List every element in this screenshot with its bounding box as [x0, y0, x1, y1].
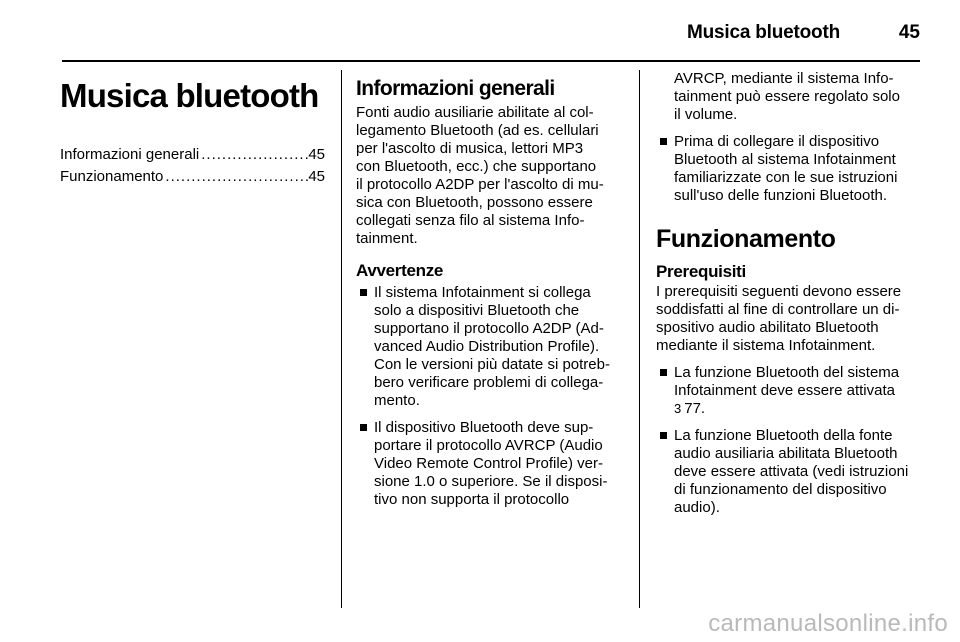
bullet-square-icon [660, 432, 667, 439]
text-line: Il sistema Infotainment si collega [374, 284, 591, 301]
page-reference-link[interactable]: 77. [684, 400, 706, 417]
text-line: Prima di collegare il dispositivo [674, 133, 880, 150]
section-title-operation: Funzionamento [656, 225, 836, 253]
text-line: audio ausiliaria abilitata Bluetooth [674, 445, 898, 462]
intro-paragraph [356, 104, 624, 248]
prerequisites-paragraph [656, 283, 922, 355]
column-divider-1 [341, 70, 342, 608]
text-line: legamento Bluetooth (ad es. cellulari [356, 122, 599, 139]
text-line: supportano il protocollo A2DP (Ad- [374, 320, 604, 337]
text-line: Con le versioni più datate si potreb- [374, 356, 610, 373]
subheading-warnings: Avvertenze [356, 261, 444, 280]
header-page-number: 45 [898, 22, 920, 43]
warnings-list [356, 284, 624, 509]
list-item [656, 133, 922, 205]
text-line: di funzionamento del dispositivo [674, 481, 887, 498]
text-line: deve essere attivata (vedi istruzioni [674, 463, 909, 480]
chapter-title: Musica bluetooth [60, 77, 319, 114]
text-line: La funzione Bluetooth della fonte [674, 427, 893, 444]
column-divider-2 [639, 70, 640, 608]
text-line: portare il protocollo AVRCP (Audio [374, 437, 603, 454]
text-line: il volume. [674, 106, 738, 123]
text-line: bero verificare problemi di collega- [374, 374, 604, 391]
continued-bullet-text [656, 70, 922, 124]
text-line: Il dispositivo Bluetooth deve sup- [374, 419, 594, 436]
text-line: Bluetooth al sistema Infotainment [674, 151, 896, 168]
bullet-square-icon [360, 289, 367, 296]
prerequisites-list [656, 364, 922, 517]
text-line: I prerequisiti seguenti devono essere [656, 283, 902, 300]
text-line: familiarizzate con le sue istruzioni [674, 169, 898, 186]
bullet-square-icon [360, 424, 367, 431]
list-item [356, 284, 624, 410]
page-reference-arrow-icon: 3 [674, 401, 682, 416]
text-line: vanced Audio Distribution Profile). [374, 338, 600, 355]
text-line: sione 1.0 o superiore. Se il disposi- [374, 473, 608, 490]
general-info-column [356, 70, 624, 518]
toc-column [60, 70, 325, 188]
bullet-square-icon [660, 138, 667, 145]
header-divider [62, 60, 920, 62]
text-line: il protocollo A2DP per l'ascolto di mu- [356, 176, 604, 193]
text-line: tivo non supporta il protocollo [374, 491, 570, 508]
text-line: soddisfatti al fine di controllare un di- [656, 301, 900, 318]
text-line: tainment può essere regolato solo [674, 88, 900, 105]
text-line: mediante il sistema Infotainment. [656, 337, 876, 354]
text-line: mento. [374, 392, 420, 409]
watermark: carmanualsonline.info [708, 610, 948, 637]
bullet-square-icon [660, 369, 667, 376]
text-line: Infotainment deve essere attivata [674, 382, 895, 399]
toc-entry-page: 45 [308, 146, 325, 163]
text-line: AVRCP, mediante il sistema Info- [674, 70, 894, 87]
list-item [656, 364, 922, 418]
text-line: collegati senza filo al sistema Info- [356, 212, 585, 229]
list-item [656, 427, 922, 517]
table-of-contents [60, 144, 325, 188]
text-line: con Bluetooth, ecc.) che supportano [356, 158, 597, 175]
text-line: sull'uso delle funzioni Bluetooth. [674, 187, 888, 204]
text-line: per l'ascolto di musica, lettori MP3 [356, 140, 584, 157]
toc-entry[interactable] [60, 166, 325, 188]
text-line: spositivo audio abilitato Bluetooth [656, 319, 879, 336]
subheading-prerequisites: Prerequisiti [656, 262, 746, 281]
text-line: audio). [674, 499, 720, 516]
toc-leader-dots [199, 144, 308, 166]
header-title: Musica bluetooth [686, 22, 840, 43]
text-line: tainment. [356, 230, 418, 247]
operation-column [656, 70, 922, 526]
list-item [356, 419, 624, 509]
page-header [0, 0, 960, 60]
text-line: solo a dispositivi Bluetooth che [374, 302, 580, 319]
section-title-general-info: Informazioni generali [356, 77, 555, 100]
text-line: La funzione Bluetooth del sistema [674, 364, 900, 381]
toc-entry[interactable] [60, 144, 325, 166]
toc-entry-page: 45 [308, 168, 325, 185]
text-line: sica con Bluetooth, possono essere [356, 194, 593, 211]
text-line: Fonti audio ausiliarie abilitate al col- [356, 104, 594, 121]
text-line: Video Remote Control Profile) ver- [374, 455, 603, 472]
warnings-list-continued [656, 133, 922, 205]
toc-entry-label: Funzionamento [60, 168, 164, 185]
toc-entry-label: Informazioni generali [60, 146, 200, 163]
toc-leader-dots [163, 166, 308, 188]
